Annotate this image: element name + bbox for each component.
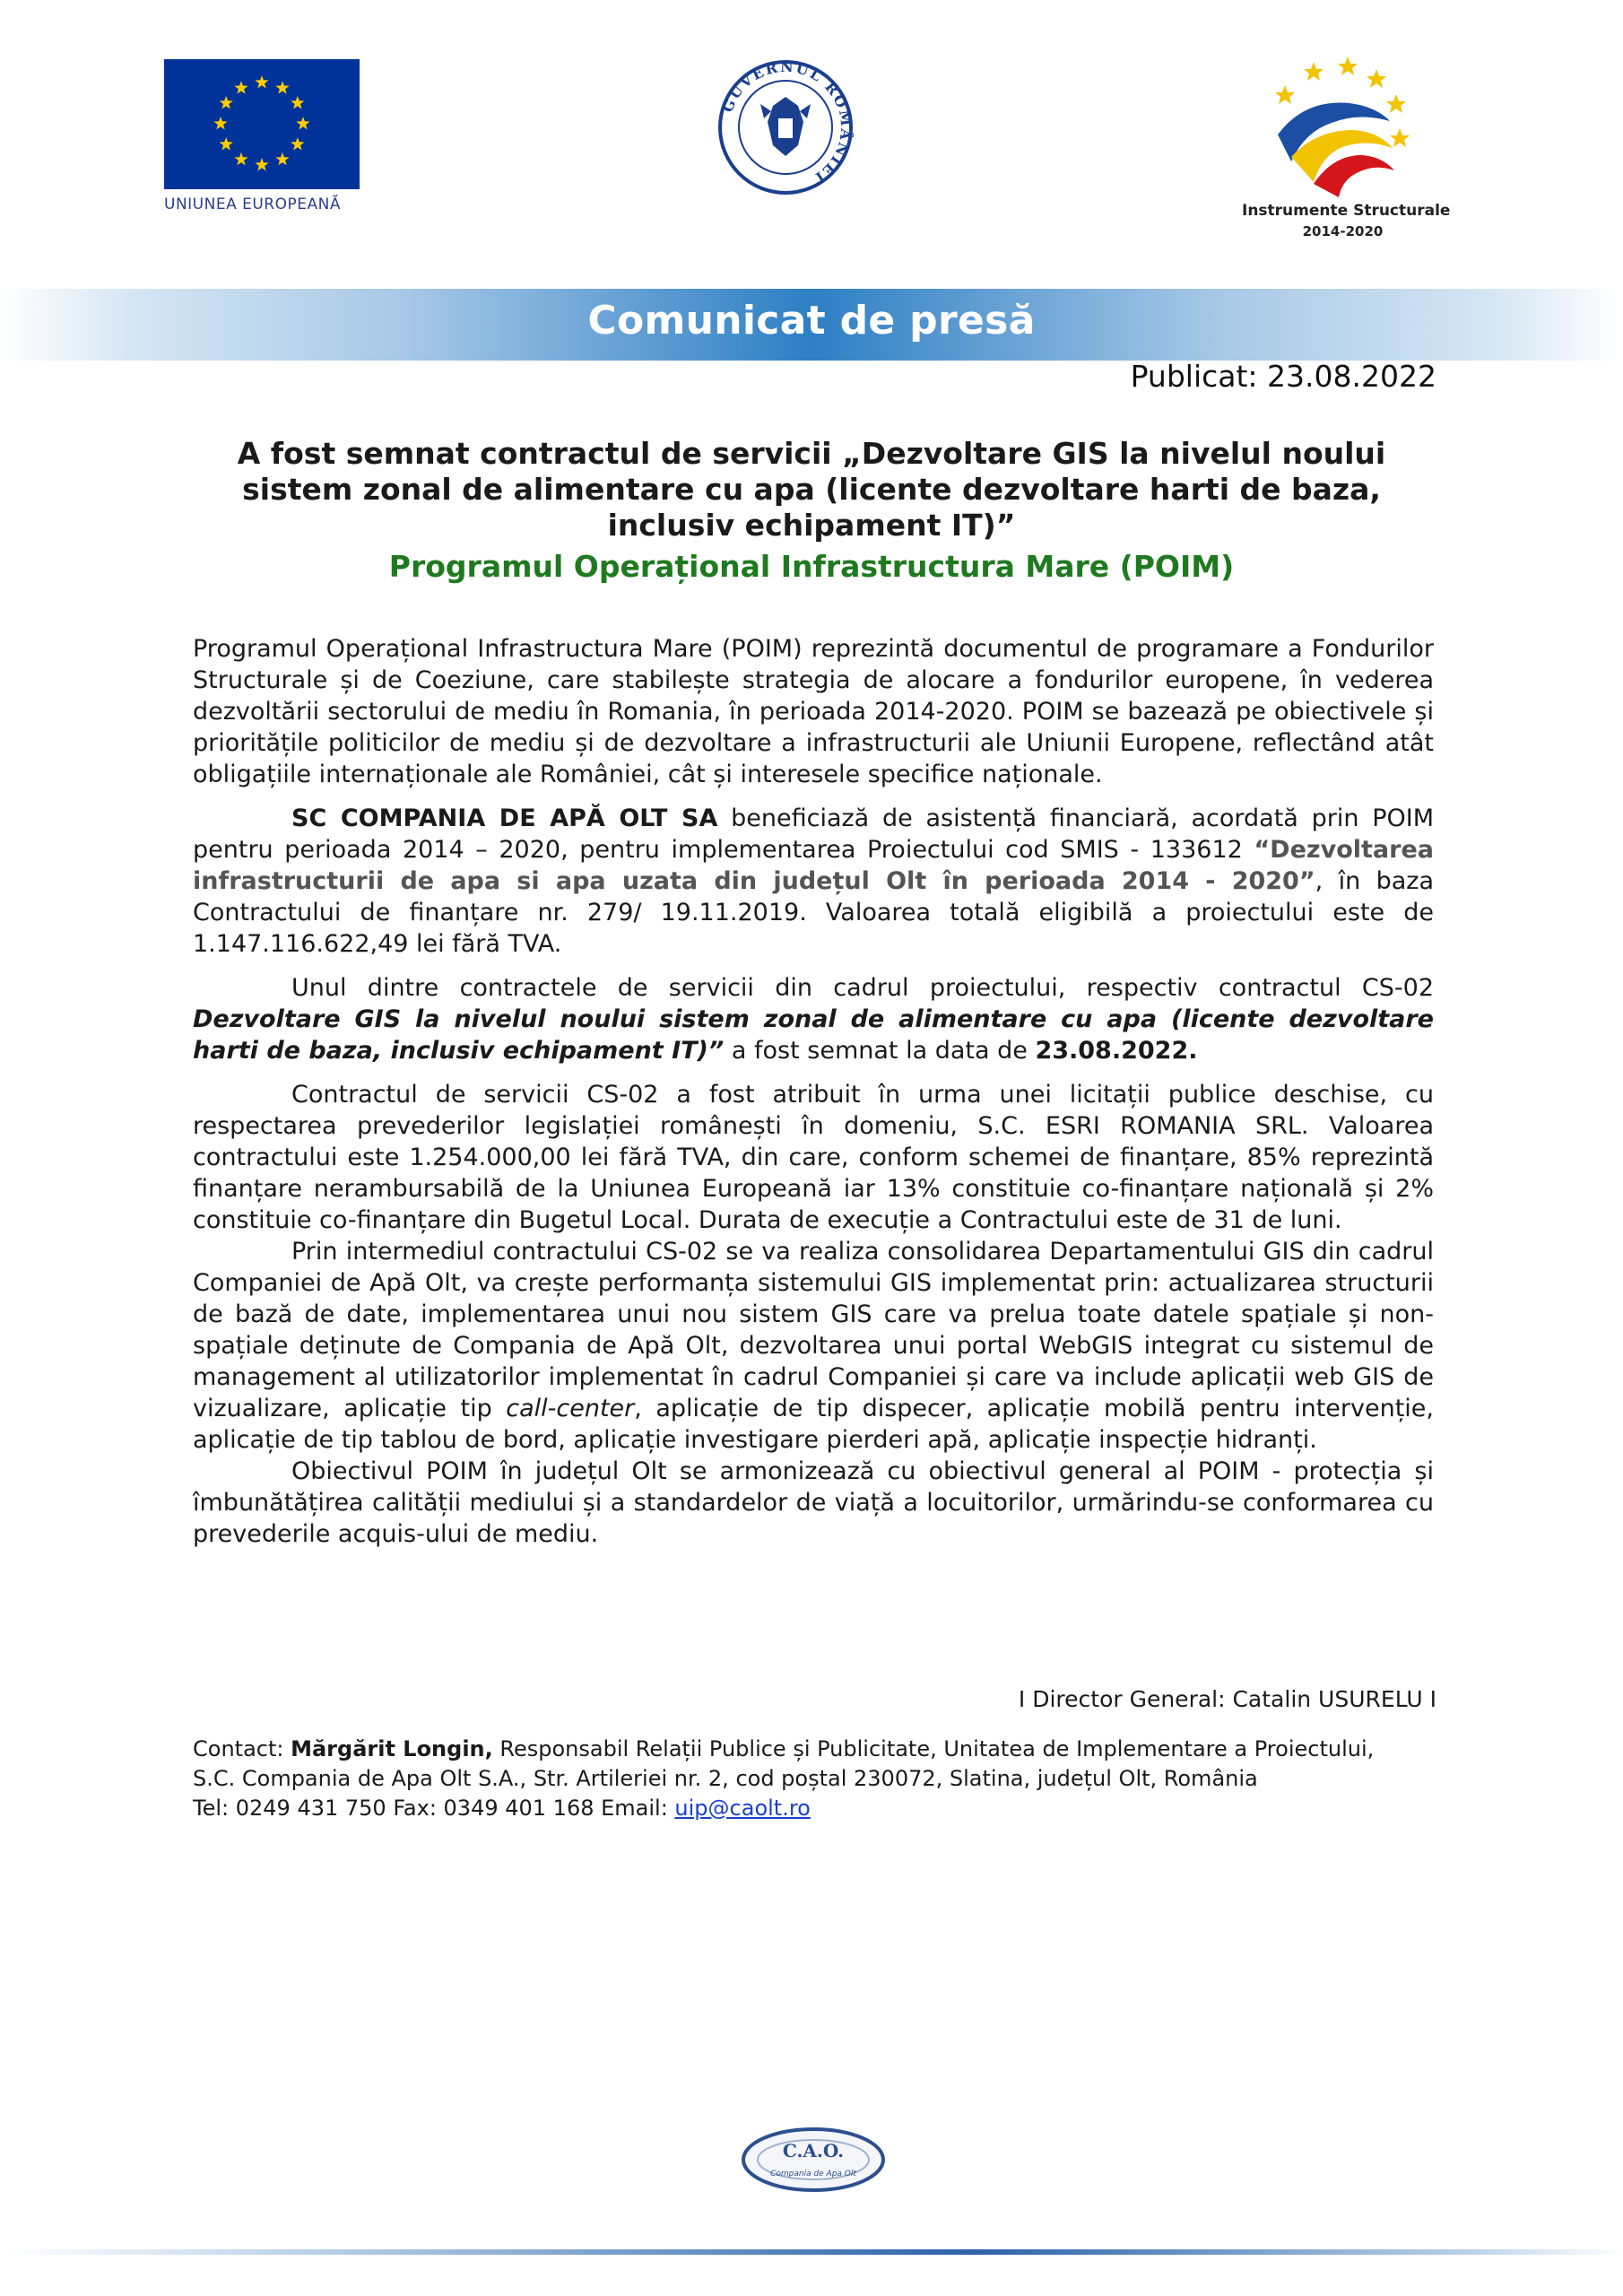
eu-star-icon [291, 137, 304, 151]
paragraph-5: Prin intermediul contractului CS-02 se va realiza consolidarea Departamentului GIS din cadrul Companiei de Apă Olt, va crește performanța sistemului GIS implementat prin: actualizarea structurii de bază de date, implementarea unui nou sistem GIS care va prelua toate datele spațiale și non-spațiale deținute de Compania de Apă Olt, dezvoltarea unui portal WebGIS integrat cu sistemul de management al utilizatorilor implementat în cadrul Companiei și care va include aplicații web GIS de vizualizare, aplicație tip call-center, aplicație de tip dispecer, aplicație mobilă pentru intervenție, aplicație de tip tablou de bord, aplicație investigare pierderi apă, aplicație inspecție hidranți. [193, 1238, 1435, 1454]
structural-instruments-logo [1242, 49, 1451, 251]
svg-text:Compania de Apa Olt: Compania de Apa Olt [770, 2170, 856, 2179]
eu-flag-icon [164, 59, 360, 189]
eu-caption: UNIUNEA EUROPEANĂ [164, 196, 341, 213]
paragraph-4: Contractul de servicii CS-02 a fost atribuit în urma unei licitații publice deschise, cu respectarea prevederilor legislației românești în domeniu, S.C. ESRI ROMANIA SRL. Valoarea contractului este 1.254.000,00 lei fără TVA, din care, conform schemei de finanțare, 85% reprezintă finanțare nerambursabilă de la Uniunea Europeană iar 13% constituie co-finanțare națională și 2% constituie co-finanțare din Bugetul Local. Durata de execuție a Contractului este de 31 de luni. [193, 1081, 1434, 1234]
footer-line [0, 2249, 1623, 2255]
eu-star-icon [213, 117, 227, 130]
svg-text:GUVERNUL ROMÂNIEI: GUVERNUL ROMÂNIEI [718, 59, 854, 187]
eu-star-icon [220, 137, 233, 151]
eu-star-icon [220, 96, 233, 109]
signing-date: 23.08.2022. [1035, 1037, 1198, 1065]
eu-star-icon [234, 81, 247, 93]
contact-line-2: S.C. Compania de Apa Olt S.A., Str. Artileriei nr. 2, cod poștal 230072, Slatina, județul Olt, România [193, 1766, 1258, 1791]
title-banner [0, 289, 1623, 361]
is-years: 2014-2020 [1302, 223, 1384, 239]
paragraph-1: Programul Operațional Infrastructura Mare (POIM) reprezintă documentul de programare a Fondurilor Structurale și de Coeziune, care stabilește strategia de alocare a fondurilor europene, în vederea dezvoltării sectorului de mediu în Romania, în perioada 2014-2020. POIM se bazează pe obiectivele și prioritățile politicilor de mediu și de dezvoltare a infrastructurii ale Uniunii Europene, reflectând atât obligațiile internaționale ale României, cât și interesele specifice naționale. [193, 635, 1434, 788]
eu-star-icon [291, 96, 304, 109]
paragraph-3: Unul dintre contractele de servicii din cadrul proiectului, respectiv contractul CS-02 Dezvoltare GIS la nivelul noului sistem zonal de alimentare cu apa (licente dezvoltare harti de baza, inclusiv echipament IT)” a fost semnat la data de 23.08.2022. [193, 974, 1434, 1065]
program-name: Programul Operațional Infrastructura Mare (POIM) [388, 549, 1235, 584]
eu-star-icon [296, 117, 309, 130]
paragraph-2: SC COMPANIA DE APĂ OLT SA beneficiază de asistență financiară, acordată prin POIM pentru perioada 2014 – 2020, pentru implementarea Proiectului cod SMIS - 133612 “Dezvoltarea infrastructurii de apa si apa uzata din județul Olt în perioada 2014 - 2020”, în baza Contractului de finanțare nr. 279/ 19.11.2019. Valoarea totală eligibilă a proiectului este de 1.147.116.622,49 lei fără TVA. [193, 804, 1435, 958]
contact-block [193, 1735, 1434, 1823]
project-title: “Dezvoltarea infrastructurii de apa si apa uzata din județul Olt în perioada 2014 - 2020” [193, 836, 1434, 895]
headline: A fost semnat contractul de servicii „Dezvoltare GIS la nivelul noului sistem zonal de alimentare cu apa (licente dezvoltare harti de baza, inclusiv echipament IT)” [237, 436, 1386, 543]
page-title: Comunicat de presă [587, 298, 1036, 344]
eu-star-icon [255, 158, 268, 171]
contact-line-1: Contact: Mărgărit Longin, Responsabil Relații Publice și Publicitate, Unitatea de Implementare a Proiectului, [193, 1736, 1375, 1761]
romanian-government-seal [717, 59, 854, 196]
eu-star-icon [275, 81, 289, 93]
eu-logo [164, 59, 360, 219]
is-caption: Instrumente Structurale [1242, 202, 1451, 220]
paragraph-6: Obiectivul POIM în județul Olt se armonizează cu obiectivul general al POIM - protecția și îmbunătățirea calității mediului și a standardelor de viață a locuitorilor, urmărindu-se conformarea cu prevederile acquis-ului de mediu. [193, 1457, 1434, 1548]
email-link[interactable]: uip@caolt.ro [674, 1796, 811, 1821]
eu-star-icon [255, 75, 268, 89]
cao-logo [741, 2126, 886, 2194]
contact-name: Mărgărit Longin, [291, 1736, 493, 1761]
publication-date: Publicat: 23.08.2022 [1130, 359, 1436, 394]
contact-line-3: Tel: 0249 431 750 Fax: 0349 401 168 Email: uip@caolt.ro [193, 1796, 811, 1821]
eu-star-icon [234, 152, 247, 166]
contract-title: Dezvoltare GIS la nivelul noului sistem zonal de alimentare cu apa (licente dezvoltare harti de baza, inclusiv echipament IT)” [193, 1005, 1434, 1065]
director-signature: I Director General: Catalin USURELU I [1018, 1686, 1436, 1712]
company-name: SC COMPANIA DE APĂ OLT SA [291, 804, 718, 832]
press-release-body [193, 633, 1434, 1562]
eu-star-icon [275, 152, 289, 166]
svg-text:C.A.O.: C.A.O. [782, 2140, 845, 2161]
